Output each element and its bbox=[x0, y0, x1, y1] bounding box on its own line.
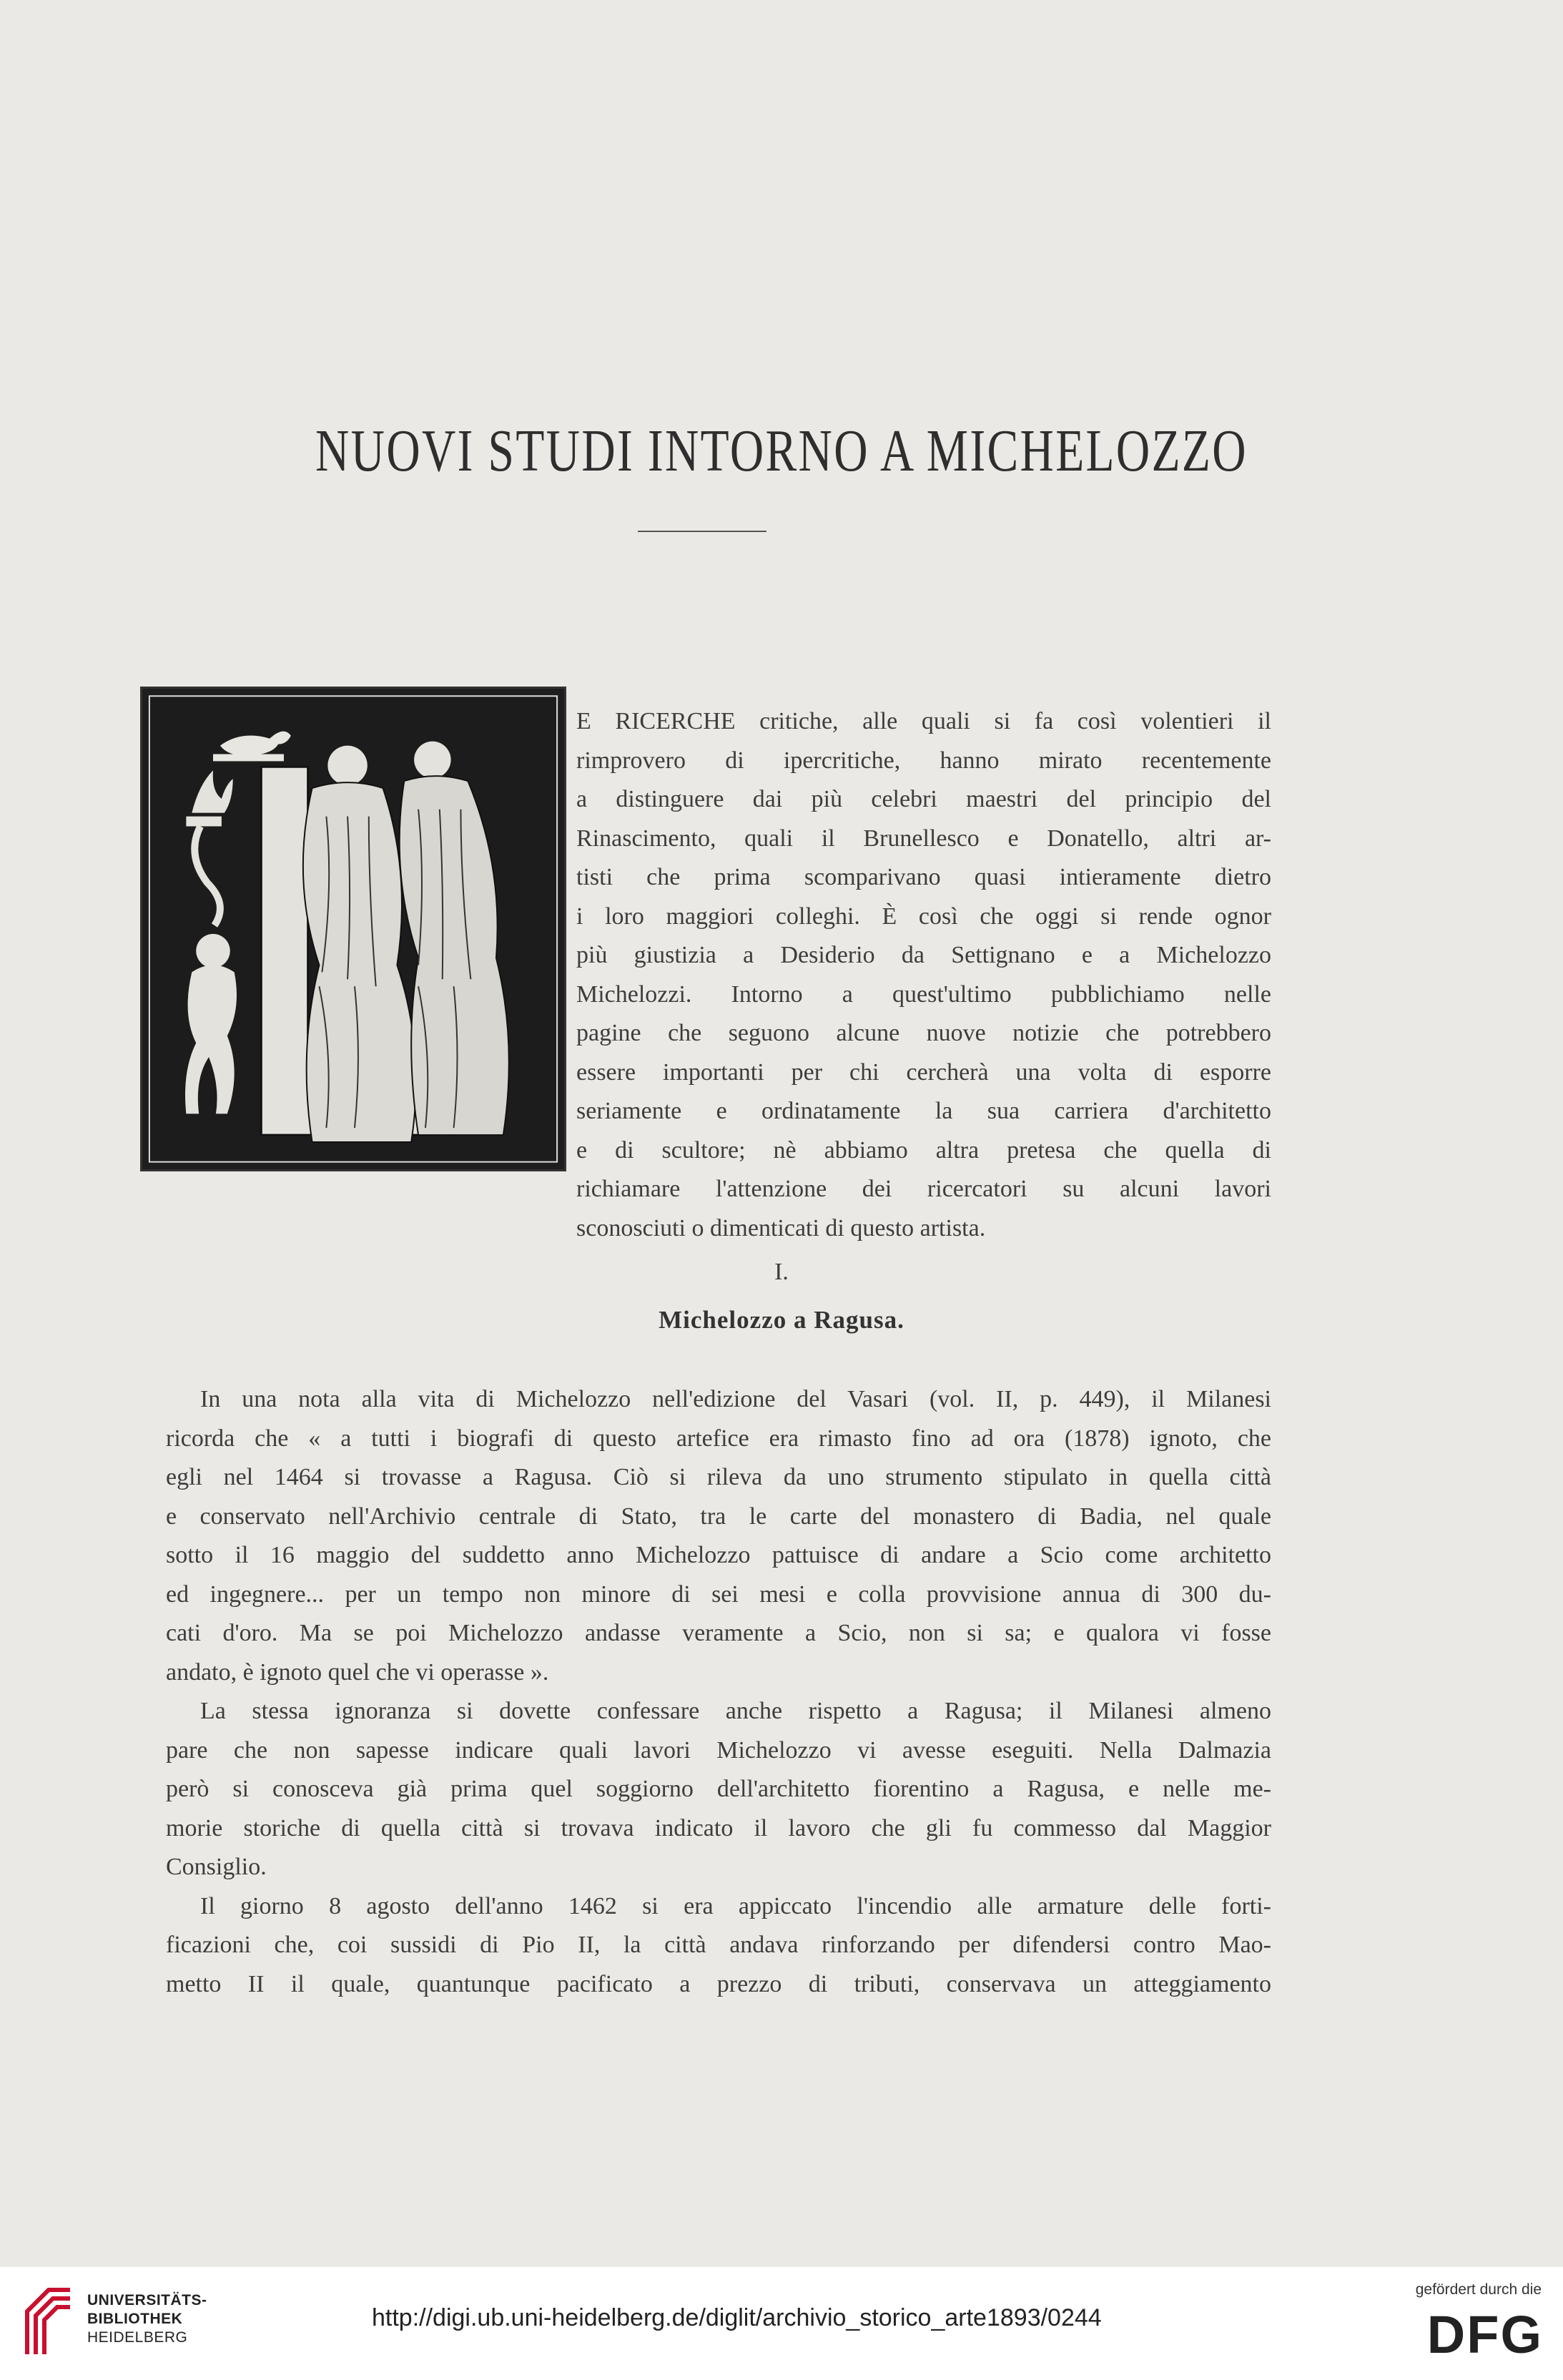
body-text bbox=[166, 1380, 1271, 2004]
footer-bar bbox=[0, 2267, 1563, 2380]
section-number: I. bbox=[774, 1259, 789, 1285]
text-line: La stessa ignoranza si dovette confessare anche rispetto a Ragusa; il Milanesi almeno bbox=[200, 1698, 1271, 1724]
text-line: andato, è ignoto quel che vi operasse ». bbox=[166, 1658, 549, 1686]
text-line: rimprovero di ipercritiche, hanno mirato recentemente bbox=[576, 747, 1271, 774]
library-name bbox=[87, 2291, 207, 2347]
funding-label: gefördert durch die bbox=[1415, 2281, 1542, 2298]
text-line: ed ingegnere... per un tempo non minore di sei mesi e colla provvisione annua di 300 du- bbox=[166, 1580, 1271, 1608]
text-line: e conservato nell'Archivio centrale di Stato, tra le carte del monastero di Badia, nel quale bbox=[166, 1503, 1271, 1530]
text-line: cati d'oro. Ma se poi Michelozzo andasse veramente a Scio, non si sa; e qualora vi fosse bbox=[166, 1620, 1271, 1646]
text-line: ficazioni che, coi sussidi di Pio II, la città andava rinforzando per difendersi contro Mao- bbox=[166, 1932, 1271, 1958]
text-line: morie storiche di quella città si trovava indicato il lavoro che gli fu commesso dal Maggior bbox=[166, 1814, 1271, 1841]
section-heading: Michelozzo a Ragusa. bbox=[659, 1306, 904, 1334]
intro-paragraph bbox=[576, 702, 1271, 1248]
text-line: però si conosceva già prima quel soggiorno dell'architetto fiorentino a Ragusa, e nelle me- bbox=[166, 1776, 1271, 1802]
text-line: più giustizia a Desiderio da Settignano e a Michelozzo bbox=[576, 942, 1271, 968]
library-name-line: BIBLIOTHEK bbox=[87, 2311, 183, 2327]
text-line: metto II il quale, quantunque pacificato a prezzo di tributi, conservava un atteggiamento bbox=[166, 1970, 1271, 1997]
library-logo-icon bbox=[20, 2283, 77, 2360]
text-line: E RICERCHE critiche, alle quali si fa così volentieri il bbox=[576, 708, 1271, 734]
text-line: In una nota alla vita di Michelozzo nell'edizione del Vasari (vol. II, p. 449), il Milanesi bbox=[200, 1386, 1271, 1412]
text-line: richiamare l'attenzione dei ricercatori su alcuni lavori bbox=[576, 1176, 1271, 1202]
text-line: sotto il 16 maggio del suddetto anno Michelozzo pattuisce di andare a Scio come architetto bbox=[166, 1542, 1271, 1568]
dfg-logo: DFG bbox=[1426, 2305, 1543, 2364]
decorated-initial-illustration bbox=[140, 687, 566, 1171]
text-line: essere importanti per chi cercherà una volta di esporre bbox=[576, 1058, 1271, 1086]
text-line: tisti che prima scomparivano quasi intieramente dietro bbox=[576, 864, 1271, 890]
permalink-url[interactable]: http://digi.ub.uni-heidelberg.de/diglit/archivio_storico_arte1893/0244 bbox=[372, 2304, 1102, 2331]
library-name-line: HEIDELBERG bbox=[87, 2329, 188, 2346]
text-line: Rinascimento, quali il Brunellesco e Donatello, altri ar- bbox=[576, 825, 1271, 852]
text-line: sconosciuti o dimenticati di questo artista. bbox=[576, 1214, 986, 1241]
text-line: seriamente e ordinatamente la sua carriera d'architetto bbox=[576, 1098, 1271, 1124]
text-line: Il giorno 8 agosto dell'anno 1462 si era appiccato l'incendio alle armature delle forti- bbox=[200, 1892, 1271, 1919]
article-title: NUOVI STUDI INTORNO A MICHELOZZO bbox=[315, 418, 1248, 484]
text-line: Michelozzi. Intorno a quest'ultimo pubblichiamo nelle bbox=[576, 980, 1271, 1008]
text-line: i loro maggiori colleghi. È così che oggi si rende ognor bbox=[576, 903, 1271, 930]
text-line: Consiglio. bbox=[166, 1854, 267, 1880]
text-line: ricorda che « a tutti i biografi di questo artefice era rimasto fino ad ora (1878) ignoto, che bbox=[166, 1425, 1271, 1452]
text-line: egli nel 1464 si trovasse a Ragusa. Ciò si rileva da uno strumento stipulato in quella città bbox=[166, 1464, 1271, 1490]
text-line: e di scultore; nè abbiamo altra pretesa che quella di bbox=[576, 1136, 1271, 1164]
text-line: a distinguere dai più celebri maestri del principio del bbox=[576, 786, 1271, 812]
title-divider bbox=[638, 531, 766, 532]
text-line: pare che non sapesse indicare quali lavori Michelozzo vi avesse eseguiti. Nella Dalmazia bbox=[166, 1736, 1271, 1764]
text-line: pagine che seguono alcune nuove notizie che potrebbero bbox=[576, 1020, 1271, 1046]
library-name-line: UNIVERSITÄTS- bbox=[87, 2292, 207, 2308]
